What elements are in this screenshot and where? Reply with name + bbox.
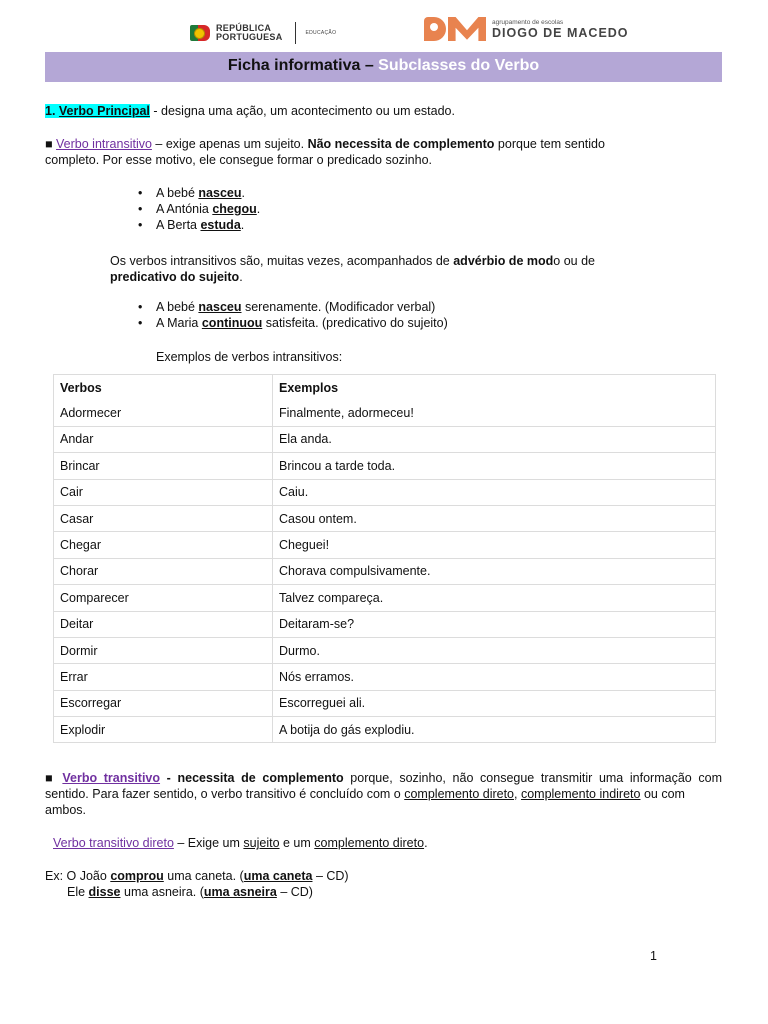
table-intro: Exemplos de verbos intransitivos:	[156, 350, 343, 364]
school-logo-line1: agrupamento de escolas	[492, 18, 564, 26]
list-item: • A Maria continuou satisfeita. (predicativo do sujeito)	[138, 315, 448, 331]
table-row: Comparecer Talvez compareça.	[54, 585, 716, 611]
list-item: • A Berta estuda.	[138, 217, 260, 233]
transitivo-direto-line: Verbo transitivo direto – Exige um sujeito e um complemento direto.	[53, 836, 428, 850]
verbs-table	[53, 374, 716, 743]
diogo-de-macedo-logo	[424, 16, 629, 42]
table-row: Chorar Chorava compulsivamente.	[54, 558, 716, 584]
table-header-verbos: Verbos	[54, 375, 273, 401]
table-header-row	[54, 375, 716, 401]
table-row: Dormir Durmo.	[54, 637, 716, 663]
table-row: Cair Caiu.	[54, 479, 716, 505]
table-header-exemplos: Exemplos	[273, 375, 716, 401]
logo-dept: EDUCAÇÃO	[305, 30, 337, 36]
table-row: Brincar Brincou a tarde toda.	[54, 453, 716, 479]
bullet-square: ■	[45, 137, 57, 151]
page-number: 1	[650, 949, 657, 963]
table-row: Adormecer Finalmente, adormeceu!	[54, 400, 716, 426]
logo-line2: PORTUGUESA	[216, 32, 283, 42]
table-row: Deitar Deitaram-se?	[54, 611, 716, 637]
intransitivo-note: Os verbos intransitivos são, muitas vezes, acompanhados de advérbio de modo ou de predicativo do sujeito.	[110, 254, 595, 284]
table-row: Errar Nós erramos.	[54, 664, 716, 690]
portugal-emblem-icon	[190, 23, 212, 43]
example-line-2: Ele disse uma asneira. (uma asneira – CD)	[67, 885, 313, 899]
list-item: • A bebé nasceu serenamente. (Modificador verbal)	[138, 299, 448, 315]
section1-heading	[45, 103, 455, 119]
section1-label: 1. Verbo Principal	[45, 104, 150, 118]
transitivo-label: Verbo transitivo	[62, 771, 161, 785]
table-row: Escorregar Escorreguei ali.	[54, 690, 716, 716]
list-item: • A Antónia chegou.	[138, 201, 260, 217]
section1-text: - designa uma ação, um acontecimento ou um estado.	[149, 104, 455, 118]
table-row: Andar Ela anda.	[54, 426, 716, 452]
table-row: Explodir A botija do gás explodiu.	[54, 717, 716, 743]
table-row: Chegar Cheguei!	[54, 532, 716, 558]
table-row: Casar Casou ontem.	[54, 505, 716, 531]
transitivo-paragraph: ■ Verbo transitivo - necessita de complemento porque, sozinho, não consegue transmitir uma informação com sentido. Para fazer sentido, o verbo transitivo é concluído com o complemento direto, complemento indireto ou com ambos.	[45, 771, 723, 817]
intransitivo-label: Verbo intransitivo	[56, 137, 152, 151]
title-part1: Ficha informativa –	[227, 57, 379, 74]
school-logo-line2: DIOGO DE MACEDO	[492, 25, 629, 40]
list-item: • A bebé nasceu.	[138, 185, 260, 201]
intransitivo-paragraph: ■ Verbo intransitivo – exige apenas um sujeito. Não necessita de complemento porque tem sentido completo. Por esse motivo, ele consegue formar o predicado sozinho.	[45, 137, 605, 167]
republica-portuguesa-logo	[190, 22, 336, 44]
page-title	[45, 52, 722, 82]
intransitivo-examples-2	[138, 299, 448, 331]
example-line-1: Ex: O João comprou uma caneta. (uma caneta – CD)	[45, 869, 349, 883]
school-mark-icon	[424, 17, 488, 41]
logo-line1: REPÚBLICA	[216, 23, 272, 33]
transitivo-direto-label: Verbo transitivo direto	[53, 836, 174, 850]
logo-separator	[295, 22, 296, 44]
title-part2: Subclasses do Verbo	[378, 57, 540, 74]
intransitivo-examples	[138, 185, 260, 233]
